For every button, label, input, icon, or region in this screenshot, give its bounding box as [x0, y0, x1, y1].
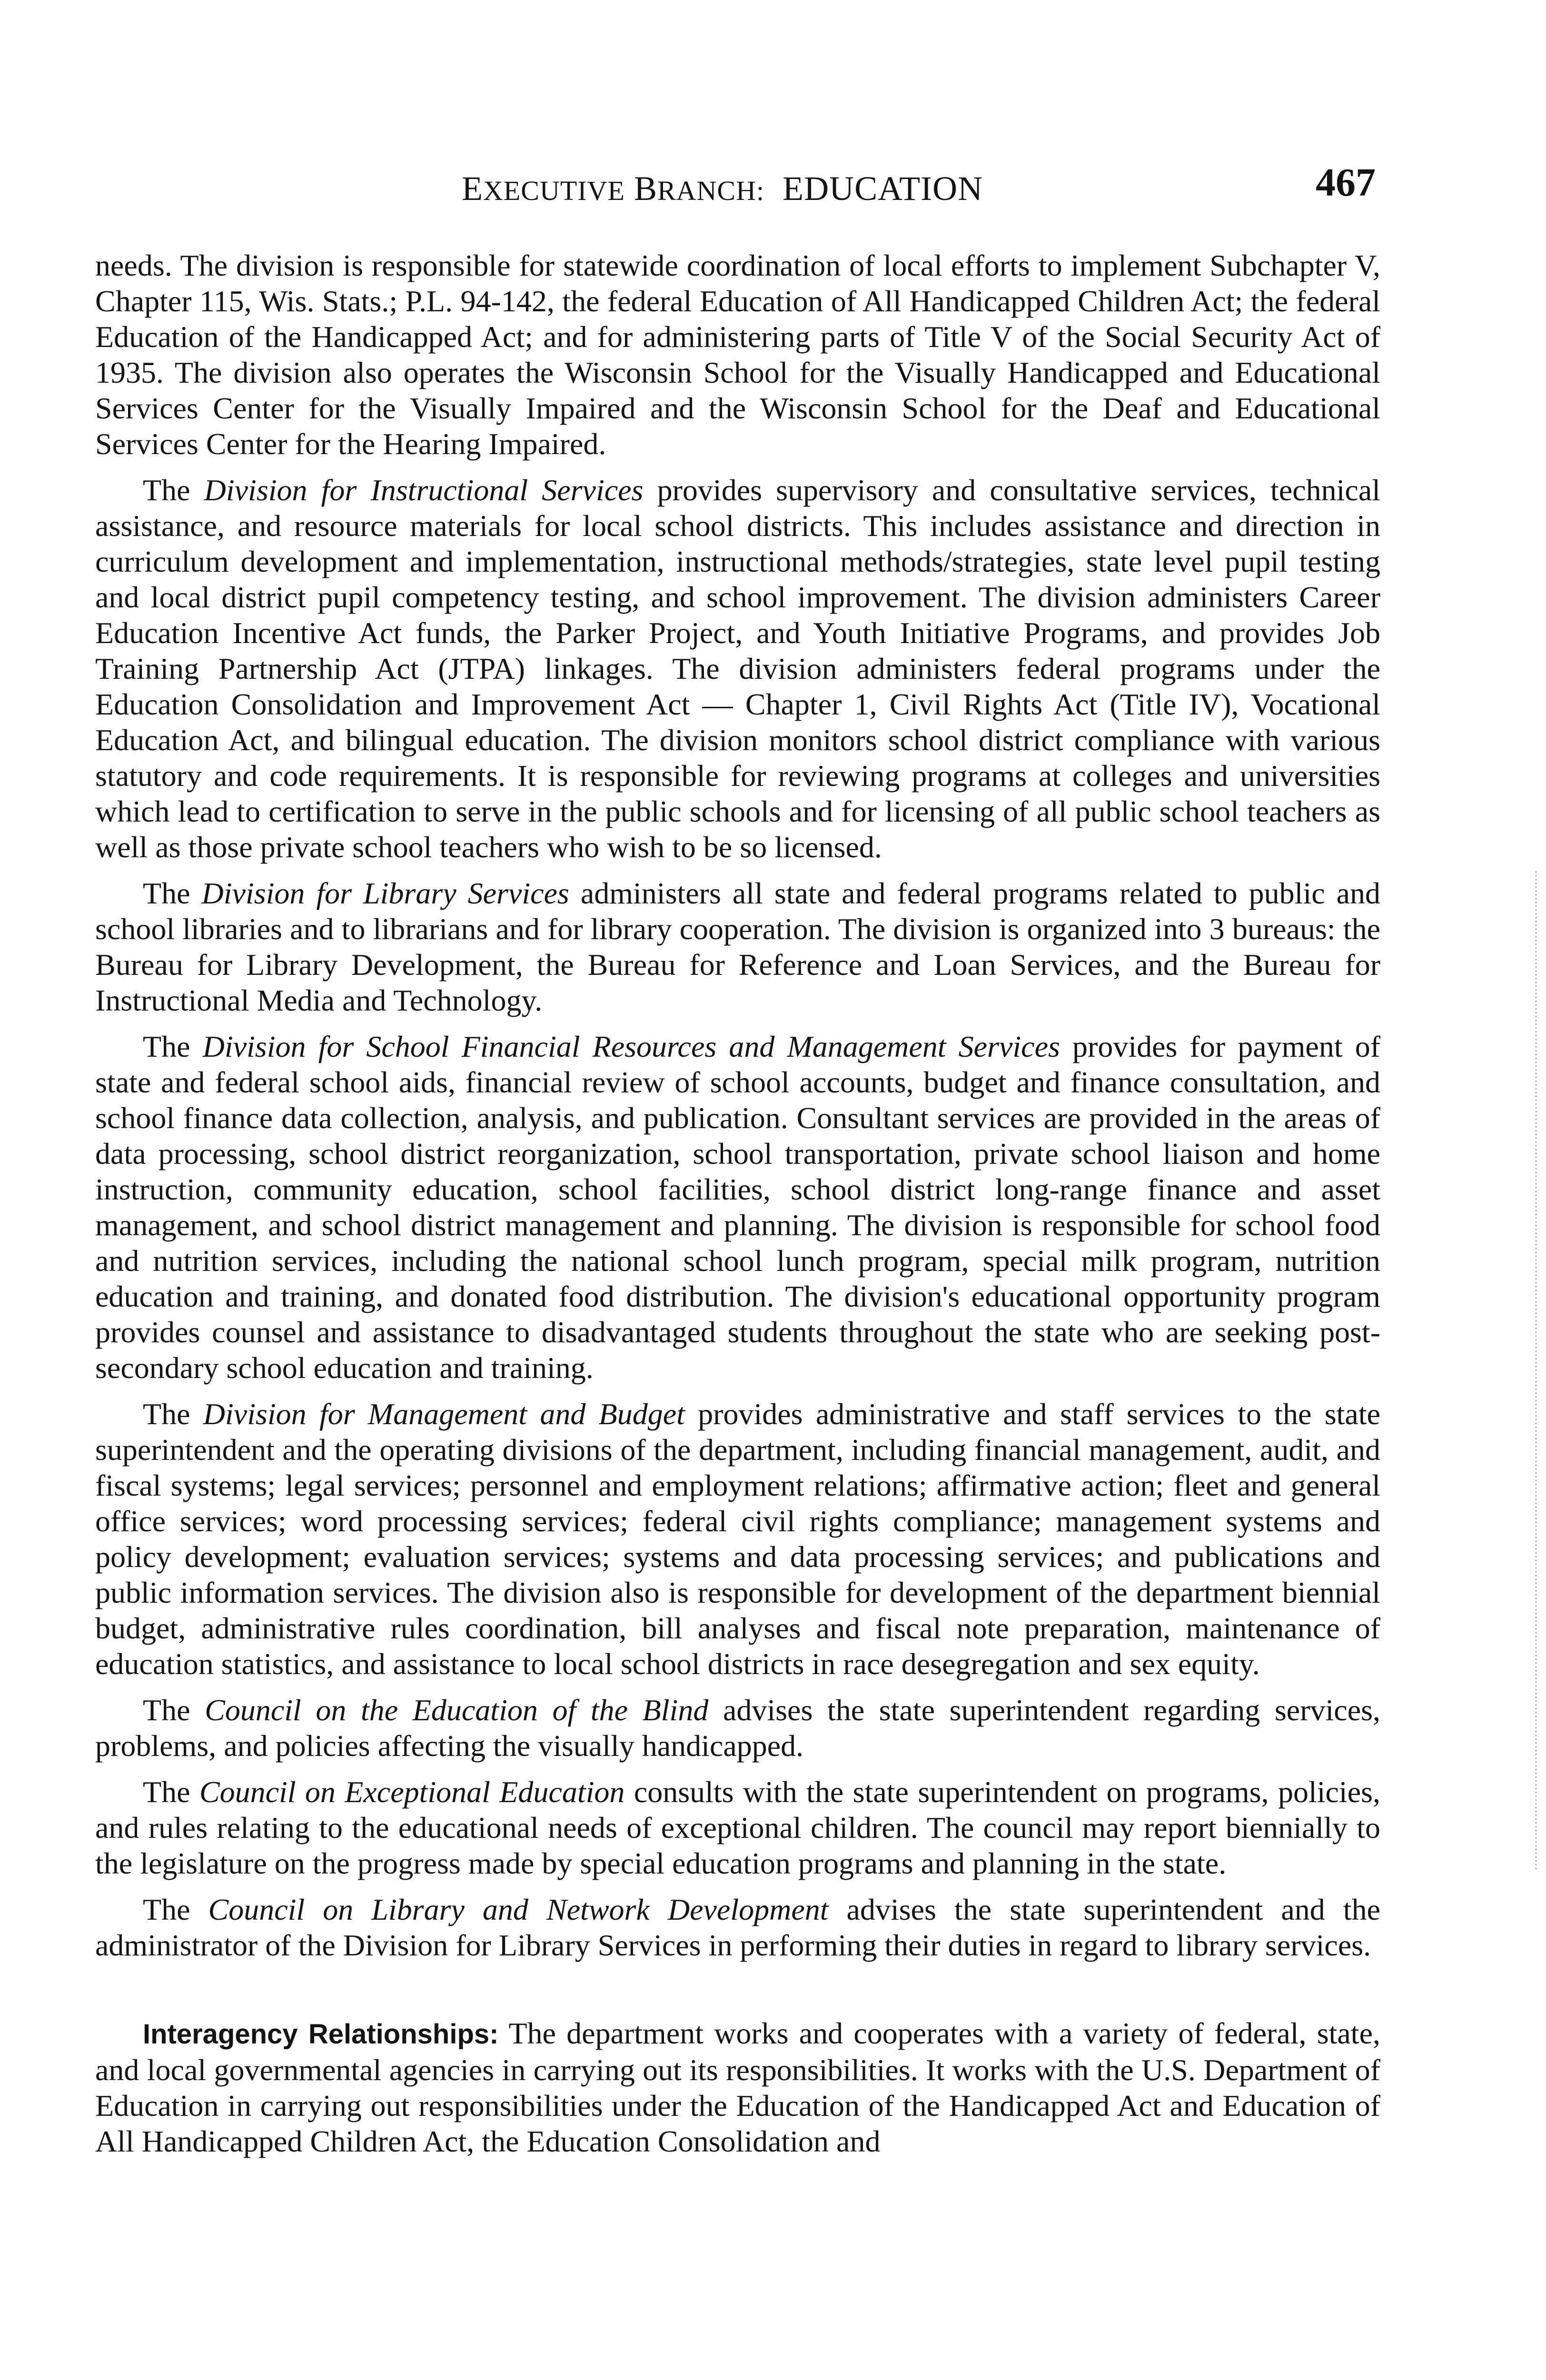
paragraph-council-exceptional: The Council on Exceptional Education consults with the state superintendent on programs, policies, and rules relating to the educational needs of exceptional children. The council may report biennially to the legislature on the progress made by special education programs and planning in the state. — [95, 1775, 1381, 1880]
division-name: Division for Instructional Services — [204, 473, 644, 507]
page-header — [95, 159, 1380, 212]
running-head-smallcaps: XECUTIVE — [483, 175, 625, 206]
section-heading: Interagency Relationships: — [143, 2019, 499, 2050]
council-name: Council on Library and Network Development — [208, 1893, 829, 1926]
body-text — [95, 248, 1380, 2170]
running-head — [462, 169, 983, 208]
paragraph-instructional-services: The Division for Instructional Services provides supervisory and consultative services, technical assistance, and resource materials for local school districts. This includes assistance and direction in curriculum development and implementation, instructional methods/strategies, state level pupil testing and local district pupil competency testing, and school improvement. The division administers Career Education Incentive Act funds, the Parker Project, and Youth Initiative Programs, and provides Job Training Partnership Act (JTPA) linkages. The division administers federal programs under the Education Consolidation and Improvement Act — Chapter 1, Civil Rights Act (Title IV), Vocational Education Act, and bilingual education. The division monitors school district compliance with various statutory and code requirements. It is responsible for reviewing programs at colleges and universities which lead to certification to serve in the public schools and for licensing of all public school teachers as well as those private school teachers who wish to be so licensed. — [95, 473, 1381, 864]
running-head-letter: E — [462, 169, 483, 208]
division-name: Division for School Financial Resources and Management Services — [202, 1030, 1060, 1063]
division-name: Division for Management and Budget — [203, 1397, 685, 1431]
paragraph-council-library: The Council on Library and Network Development advises the state superintendent and the administrator of the Division for Library Services in performing their duties in regard to library services. — [95, 1893, 1381, 1962]
council-name: Council on the Education of the Blind — [205, 1693, 709, 1727]
division-name: Division for Library Services — [201, 876, 569, 910]
running-head-smallcaps: RANCH: — [657, 175, 765, 206]
margin-scan-marks — [1535, 871, 1540, 1871]
running-head-letter: B — [634, 169, 657, 208]
paragraph-council-blind: The Council on the Education of the Blind advises the state superintendent regarding services, problems, and policies affecting the visually handicapped. — [95, 1693, 1381, 1763]
running-head-section: EDUCATION — [783, 169, 983, 208]
council-name: Council on Exceptional Education — [199, 1775, 625, 1809]
page-number: 467 — [1316, 160, 1376, 205]
paragraph-school-financial: The Division for School Financial Resources and Management Services provides for payment of state and federal school aids, financial review of school accounts, budget and finance consultation, and school finance data collection, analysis, and publication. Consultant services are provided in the areas of data processing, school district reorganization, school transportation, private school liaison and home instruction, community education, school facilities, school district long-range finance and asset management, and school district management and planning. The division is responsible for school food and nutrition services, including the national school lunch program, special milk program, nutrition education and training, and donated food distribution. The division's educational opportunity program provides counsel and assistance to disadvantaged students throughout the state who are seeking post-secondary school education and training. — [95, 1030, 1381, 1385]
paragraph-management-budget: The Division for Management and Budget provides administrative and staff services to the state superintendent and the operating divisions of the department, including financial management, audit, and fiscal systems; legal services; personnel and employment relations; affirmative action; fleet and general office services; word processing services; federal civil rights compliance; management systems and policy development; evaluation services; systems and data processing services; and publications and public information services. The division also is responsible for development of the department biennial budget, administrative rules coordination, bill analyses and fiscal note preparation, maintenance of education statistics, and assistance to local school districts in race desegregation and sex equity. — [95, 1397, 1380, 1681]
paragraph-interagency: Interagency Relationships: The department works and cooperates with a variety of federal, state, and local governmental agencies in carrying out its responsibilities. It works with the U.S. Department of Education in carrying out responsibilities under the Education of the Handicapped Act and Education of All Handicapped Children Act, the Education Consolidation and — [95, 2016, 1380, 2158]
paragraph-library-services: The Division for Library Services administers all state and federal programs related to public and school libraries and to librarians and for library cooperation. The division is organized into 3 bureaus: the Bureau for Library Development, the Bureau for Reference and Loan Services, and the Bureau for Instructional Media and Technology. — [95, 876, 1381, 1017]
paragraph-continuation: needs. The division is responsible for statewide coordination of local efforts to implement Subchapter V, Chapter 115, Wis. Stats.; P.L. 94-142, the federal Education of All Handicapped Children Act; the federal Education of the Handicapped Act; and for administering parts of Title V of the Social Security Act of 1935. The division also operates the Wisconsin School for the Visually Handicapped and Educational Services Center for the Visually Impaired and the Wisconsin School for the Deaf and Educational Services Center for the Hearing Impaired. — [95, 248, 1380, 461]
